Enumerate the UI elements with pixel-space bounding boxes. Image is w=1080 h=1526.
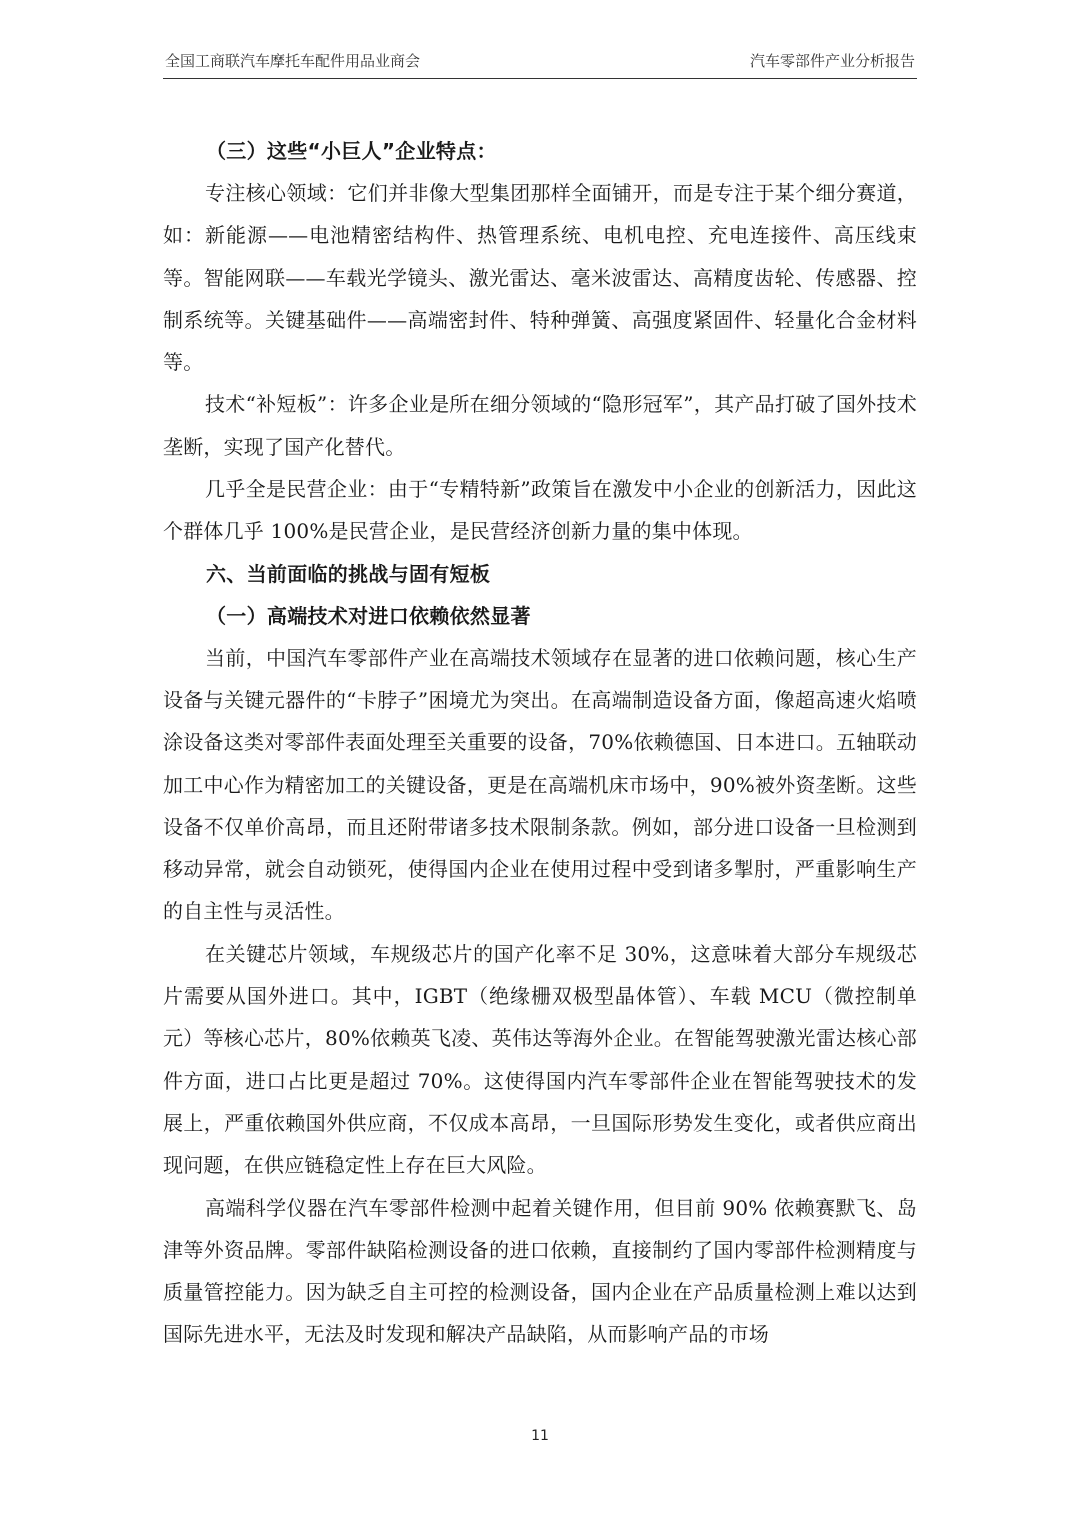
subsection-heading-import-dependence: （一）高端技术对进口依赖依然显著: [206, 603, 531, 628]
header-organization: 全国工商联汽车摩托车配件用品业商会: [165, 52, 421, 70]
page-number: 11: [531, 1428, 549, 1444]
header-report-title: 汽车零部件产业分析报告: [749, 52, 915, 70]
paragraph-core-fields: 专注核心领域：它们并非像大型集团那样全面铺开，而是专注于某个细分赛道，如：新能源——电池精密结构件、热管理系统、电机电控、充电连接件、高压线束等。智能网联——车载光学镜头、激光雷达、毫米波雷达、高精度齿轮、传感器、控制系统等。关键基础件——高端密封件、特种弹簧、高强度紧固件、轻量化合金材料等。: [163, 181, 917, 375]
paragraph-tech-shortfall: 技术“补短板”：许多企业是所在细分领域的“隐形冠军”，其产品打破了国外技术垄断，实现了国产化替代。: [163, 392, 917, 459]
paragraph-equipment-dependence: 当前，中国汽车零部件产业在高端技术领域存在显著的进口依赖问题，核心生产设备与关键元器件的“卡脖子”困境尤为突出。在高端制造设备方面，像超高速火焰喷涂设备这类对零部件表面处理至关重要的设备，70%依赖德国、日本进口。五轴联动加工中心作为精密加工的关键设备，更是在高端机床市场中，90%被外资垄断。这些设备不仅单价高昂，而且还附带诸多技术限制条款。例如，部分进口设备一旦检测到移动异常，就会自动锁死，使得国内企业在使用过程中受到诸多掣肘，严重影响生产的自主性与灵活性。: [163, 645, 917, 924]
page-header: [163, 48, 917, 79]
section-heading-challenges: 六、当前面临的挑战与固有短板: [206, 561, 491, 586]
section-heading-little-giants: （三）这些“小巨人”企业特点：: [206, 139, 497, 163]
paragraph-private-enterprises: 几乎全是民营企业：由于“专精特新”政策旨在激发中小企业的创新活力，因此这个群体几乎 100%是民营企业，是民营经济创新力量的集中体现。: [163, 477, 917, 544]
page-content: [163, 130, 917, 1356]
paragraph-chip-dependence: 在关键芯片领域，车规级芯片的国产化率不足 30%，这意味着大部分车规级芯片需要从国外进口。其中，IGBT（绝缘栅双极型晶体管）、车载 MCU（微控制单元）等核心芯片，80%依赖英飞凌、英伟达等海外企业。在智能驾驶激光雷达核心部件方面，进口占比更是超过 70%。这使得国内汽车零部件企业在智能驾驶技术的发展上，严重依赖国外供应商，不仅成本高昂，一旦国际形势发生变化，或者供应商出现问题，在供应链稳定性上存在巨大风险。: [163, 941, 917, 1178]
paragraph-instrument-dependence: 高端科学仪器在汽车零部件检测中起着关键作用，但目前 90% 依赖赛默飞、岛津等外资品牌。零部件缺陷检测设备的进口依赖，直接制约了国内零部件检测精度与质量管控能力。因为缺乏自主可控的检测设备，国内企业在产品质量检测上难以达到国际先进水平，无法及时发现和解决产品缺陷，从而影响产品的市场: [163, 1195, 917, 1347]
